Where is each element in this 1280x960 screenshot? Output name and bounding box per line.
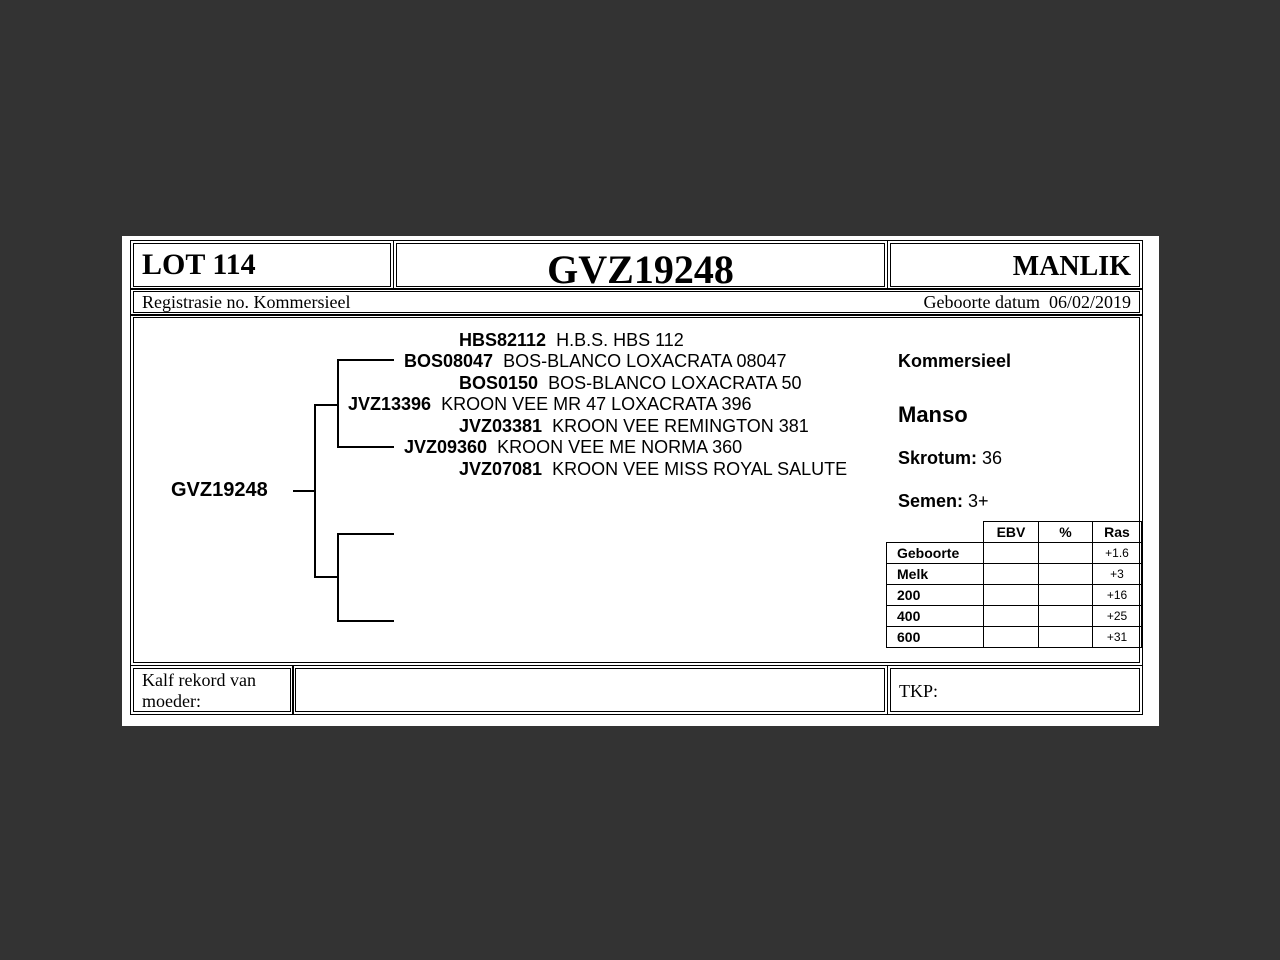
pedigree-line [314, 404, 316, 578]
ebv-header: Ras [1093, 522, 1142, 543]
registration-label: Registrasie no. Kommersieel [142, 292, 351, 312]
semen-value: 3+ [968, 491, 989, 511]
ebv-row [887, 627, 1142, 648]
pedigree-subject: GVZ19248 [171, 479, 268, 501]
animal-id: GVZ19248 [547, 247, 734, 292]
ebv-header-blank [887, 522, 984, 543]
pedigree-line [337, 359, 339, 448]
sex-box [890, 243, 1140, 287]
ebv-ras-cell: +3 [1093, 564, 1142, 585]
pedigree-line [314, 576, 338, 578]
calf-record-line: moeder: [142, 691, 201, 711]
pedigree-ggs1 [459, 330, 684, 350]
calf-record-label [142, 670, 256, 712]
ebv-cell [1039, 543, 1093, 564]
ebv-cell [984, 585, 1039, 606]
sex: MANLIK [1012, 251, 1131, 282]
ebv-cell [984, 606, 1039, 627]
pedigree-name: H.B.S. HBS 112 [556, 330, 684, 350]
pedigree-line [314, 404, 338, 406]
ebv-row [887, 585, 1142, 606]
animal-id-box [396, 243, 885, 292]
scrotum [898, 448, 1002, 469]
scrotum-value: 36 [982, 448, 1003, 468]
ebv-cell [984, 564, 1039, 585]
ebv-row-label: 600 [887, 627, 984, 648]
birth-date-value: 06/02/2019 [1048, 292, 1131, 312]
pedigree-code: JVZ13396 [348, 394, 432, 414]
ebv-row-label: Melk [887, 564, 984, 585]
breed-type: Kommersieel [898, 351, 1012, 371]
birth-date-label: Geboorte datum [923, 292, 1040, 312]
ebv-row [887, 606, 1142, 627]
ebv-row [887, 564, 1142, 585]
pedigree-name: KROON VEE ME NORMA 360 [497, 437, 743, 457]
ebv-ras-cell: +31 [1093, 627, 1142, 648]
pedigree-line [337, 533, 394, 535]
pedigree-ggd2 [459, 459, 847, 479]
pedigree-line [337, 359, 394, 361]
pedigree-sire [348, 394, 752, 414]
scrotum-label: Skrotum: [898, 448, 978, 468]
pedigree-code: HBS82112 [459, 330, 547, 350]
breed: Manso [898, 402, 968, 427]
ebv-row-label: 200 [887, 585, 984, 606]
ebv-ras-cell: +16 [1093, 585, 1142, 606]
tkp-box [890, 668, 1140, 712]
ebv-cell [1039, 627, 1093, 648]
pedigree-code: JVZ03381 [459, 416, 543, 436]
pedigree-name: KROON VEE MISS ROYAL SALUTE [552, 459, 848, 479]
ebv-header: EBV [984, 522, 1039, 543]
ebv-cell [1039, 606, 1093, 627]
ebv-table [886, 521, 1142, 648]
semen-label: Semen: [898, 491, 964, 511]
ebv-ras-cell: +25 [1093, 606, 1142, 627]
ebv-row [887, 543, 1142, 564]
birth-date-row [924, 292, 1131, 313]
pedigree-name: BOS-BLANCO LOXACRATA 50 [548, 373, 802, 393]
pedigree-code: BOS08047 [404, 351, 494, 371]
pedigree-ggs2 [459, 416, 809, 436]
ebv-cell [984, 627, 1039, 648]
lot-box [133, 243, 391, 287]
pedigree-code: JVZ09360 [404, 437, 488, 457]
pedigree-code: JVZ07081 [459, 459, 543, 479]
ebv-cell [984, 543, 1039, 564]
ebv-row-label: 400 [887, 606, 984, 627]
pedigree-name: KROON VEE REMINGTON 381 [552, 416, 809, 436]
calf-record-label-box [133, 668, 291, 712]
pedigree-line [337, 533, 339, 622]
pedigree-name: BOS-BLANCO LOXACRATA 08047 [503, 351, 787, 371]
pedigree-sire-dam [404, 437, 742, 457]
ebv-ras-cell: +1.6 [1093, 543, 1142, 564]
lot-number: LOT 114 [142, 248, 256, 281]
pedigree-code: BOS0150 [459, 373, 539, 393]
pedigree-ggd1 [459, 373, 801, 393]
ebv-cell [1039, 564, 1093, 585]
calf-record-line: Kalf rekord van [142, 670, 256, 690]
pedigree-line [337, 620, 394, 622]
semen [898, 491, 989, 512]
lot-card [122, 236, 1159, 726]
tkp-label: TKP: [899, 681, 939, 701]
registration-row [133, 291, 1140, 313]
pedigree-line [337, 446, 394, 448]
pedigree-sire-sire [404, 351, 787, 371]
pedigree-line [293, 490, 315, 492]
ebv-header: % [1039, 522, 1093, 543]
ebv-cell [1039, 585, 1093, 606]
ebv-header-row [887, 522, 1142, 543]
calf-record-value-box [295, 668, 885, 712]
ebv-row-label: Geboorte [887, 543, 984, 564]
pedigree-name: KROON VEE MR 47 LOXACRATA 396 [441, 394, 752, 414]
